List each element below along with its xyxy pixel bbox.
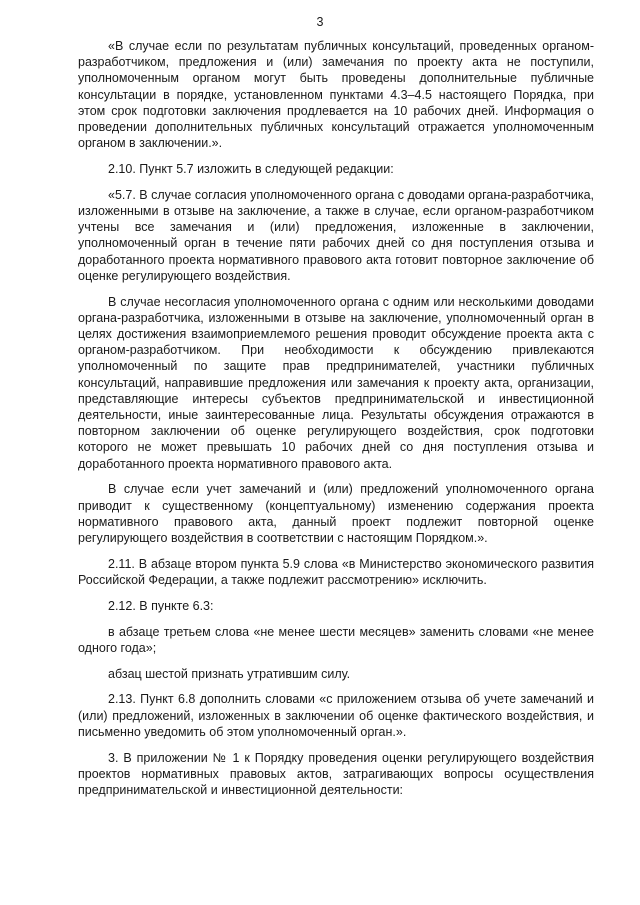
paragraph-5-7-disagreement: В случае несогласия уполномоченного органа с одним или несколькими доводами органа-разработчика, изложенными в отзыве на заключение, уполномоченный орган в целях достижения взаимоприемлемого решения проводит обсуждение проекта акта с органом-разработчиком. При необходимости к обсуждению привлекаются уполномоченный по защите прав предпринимателей, участники публичных консультаций, направившие предложения или замечания к проекту акта, организации, представляющие интересы субъектов предпринимательской и инвестиционной деятельности, иные заинтересованные лица. Результаты обсуждения отражаются в повторном заключении об оценке регулирующего воздействия, срок подготовки которого не может превышать 10 рабочих дней со дня поступления отзыва и доработанного проекта нормативного правового акта. <box>78 294 594 471</box>
document-body <box>78 38 594 808</box>
page-number: 3 <box>316 15 324 29</box>
paragraph-5-7-substantial-change: В случае если учет замечаний и (или) предложений уполномоченного органа приводит к существенному (концептуальному) изменению содержания проекта нормативного правового акта, данный проект подлежит повторной оценке регулирующего воздействия в соответствии с настоящим Порядком.». <box>78 482 594 546</box>
paragraph-2-13: 2.13. Пункт 6.8 дополнить словами «с приложением отзыва об учете замечаний и (или) предложений, изложенных в заключении об оценке фактического воздействия, и письменно уведомить об этом уполномоченный орган.». <box>78 692 594 739</box>
paragraph-2-10: 2.10. Пункт 5.7 изложить в следующей редакции: <box>108 162 394 177</box>
paragraph-2-12: 2.12. В пункте 6.3: <box>108 598 214 613</box>
paragraph-consultations-quote: «В случае если по результатам публичных консультаций, проведенных органом-разработчиком, предложения и (или) замечания по проекту акта не поступили, уполномоченным органом могут быть проведены дополнительные публичные консультации в порядке, установленном пунктами 4.3–4.5 настоящего Порядка, при этом срок подготовки заключения продлевается на 10 рабочих дней. Информация о проведении дополнительных публичных консультаций отражается уполномоченным органом в заключении.». <box>78 39 594 151</box>
paragraph-2-11: 2.11. В абзаце втором пункта 5.9 слова «в Министерство экономического развития Российской Федерации, а также подлежит рассмотрению» исключить. <box>78 556 594 588</box>
paragraph-5-7-agreement: «5.7. В случае согласия уполномоченного органа с доводами органа-разработчика, изложенными в отзыве на заключение, а также в случае, если органом-разработчиком учтены все замечания и (или) предложения, изложенные в заключении, уполномоченный орган в течение пяти рабочих дней со дня поступления отзыва и доработанного проекта нормативного правового акта готовит повторное заключение об оценке регулирующего воздействия. <box>78 187 594 283</box>
paragraph-2-12-sixth: абзац шестой признать утратившим силу. <box>108 666 351 681</box>
paragraph-2-12-third: в абзаце третьем слова «не менее шести месяцев» заменить словами «не менее одного года»; <box>78 624 594 655</box>
paragraph-3-appendix: 3. В приложении № 1 к Порядку проведения оценки регулирующего воздействия проектов нормативных правовых актов, затрагивающих вопросы осуществления предпринимательской и инвестиционной деятельности: <box>78 750 594 798</box>
